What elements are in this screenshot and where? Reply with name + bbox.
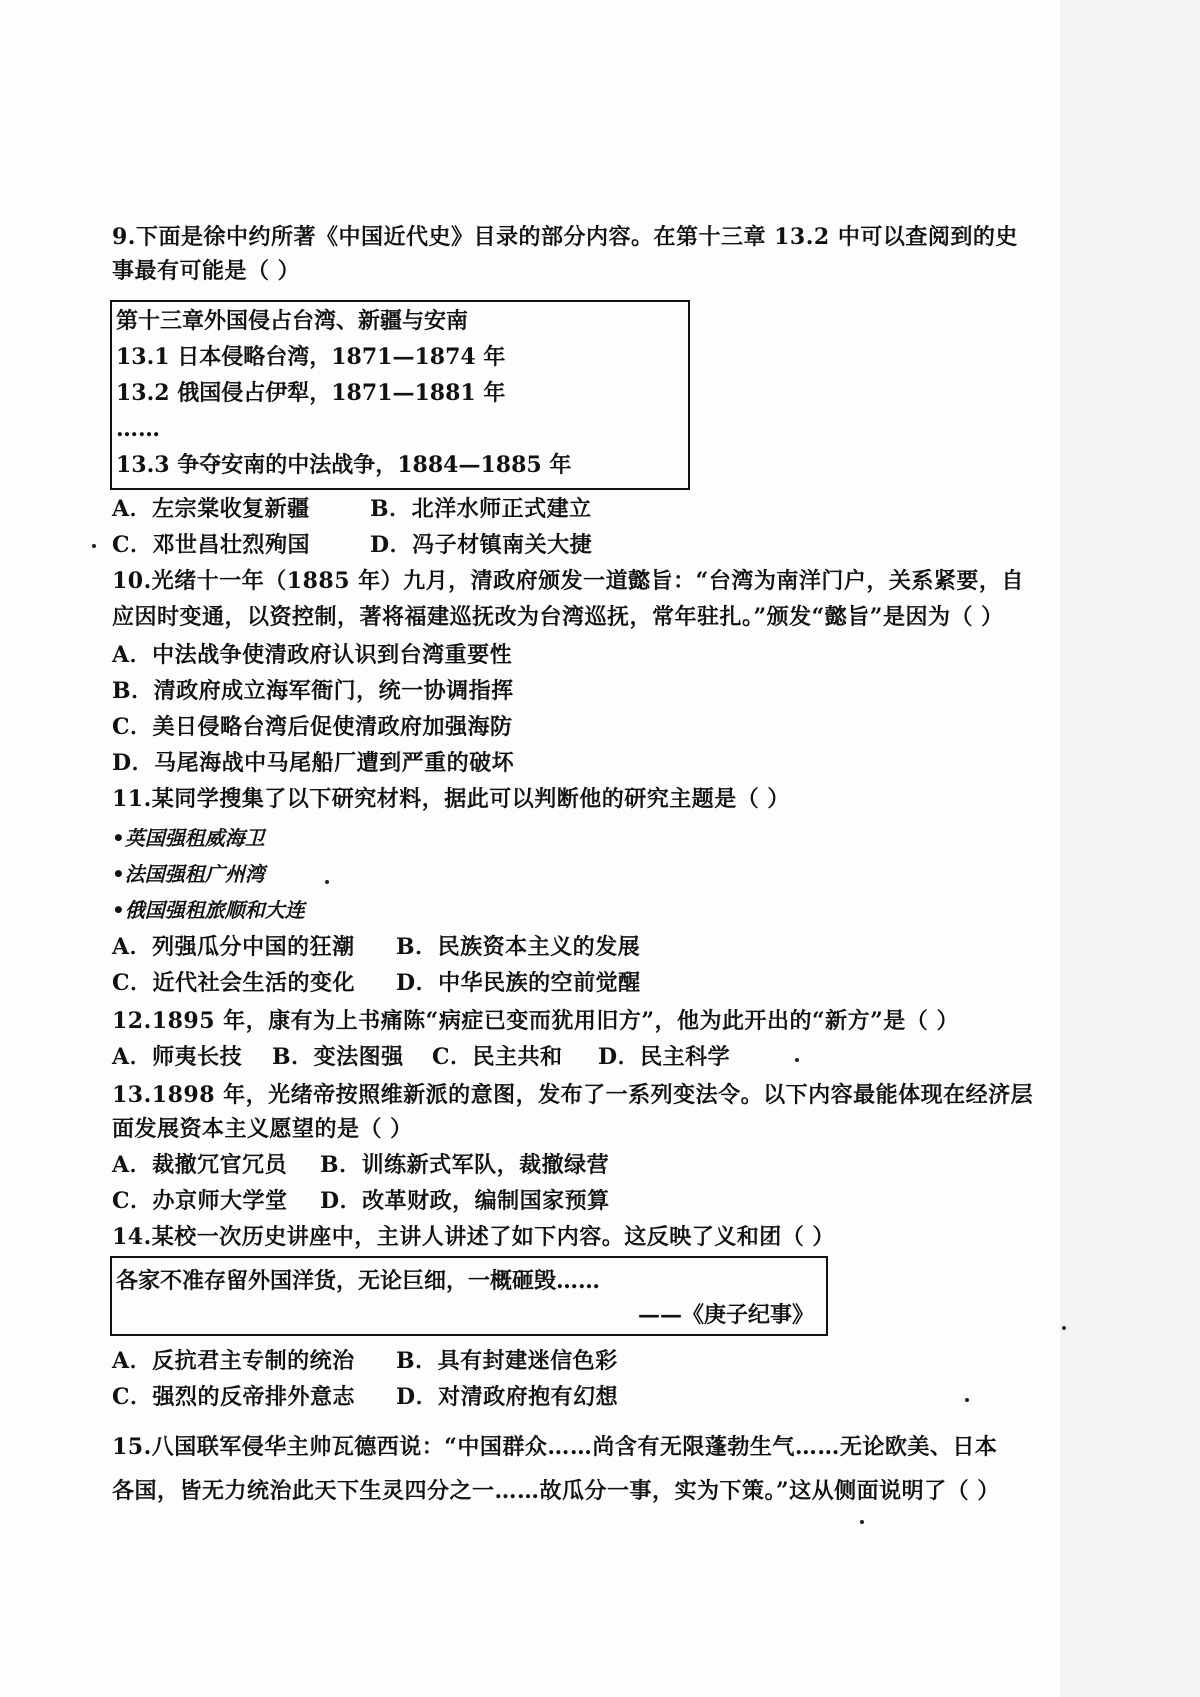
q14-quote: 各家不准存留外国洋货，无论巨细，一概砸毁…… [116, 1268, 601, 1294]
q10-stem-line1: 10.光绪十一年（1885 年）九月，清政府颁发一道懿旨：“台湾为南洋门户，关系紧要，自 [112, 568, 1024, 594]
q14-option-b: B．具有封建迷信色彩 [396, 1348, 618, 1374]
scan-speck [965, 1398, 969, 1402]
q12-stem: 12.1895 年，康有为上书痛陈“病症已变而犹用旧方”，他为此开出的“新方”是（ ） [112, 1008, 959, 1034]
q11-material-item: •英国强租威海卫 [112, 826, 265, 850]
q14-quote-box [110, 1256, 828, 1336]
scan-speck [1062, 1326, 1066, 1330]
q14-option-c: C．强烈的反帝排外意志 [112, 1384, 356, 1410]
scan-speck [795, 1058, 799, 1062]
q14-option-d: D．对清政府抱有幻想 [396, 1384, 619, 1410]
q11-material-item: •俄国强租旅顺和大连 [112, 898, 305, 922]
q9-contents-box [110, 300, 690, 490]
q11-material-item: •法国强租广州湾 [112, 862, 265, 886]
q11-stem: 11.某同学搜集了以下研究材料，据此可以判断他的研究主题是（ ） [112, 786, 790, 812]
q9-box-line: 13.2 俄国侵占伊犁，1871—1881 年 [116, 380, 506, 406]
q9-box-line: 第十三章外国侵占台湾、新疆与安南 [116, 308, 469, 334]
q9-option-b: B．北洋水师正式建立 [370, 496, 592, 522]
q9-stem-line2: 事最有可能是（ ） [112, 258, 301, 284]
q9-option-a: A．左宗棠收复新疆 [112, 496, 310, 522]
q10-stem-line2: 应因时变通，以资控制，著将福建巡抚改为台湾巡抚，常年驻扎。”颁发“懿旨”是因为（ ） [112, 604, 1004, 630]
q9-box-line: 13.1 日本侵略台湾，1871—1874 年 [116, 344, 506, 370]
q9-option-c: C．邓世昌壮烈殉国 [112, 532, 311, 558]
q12-option-b: B．变法图强 [272, 1044, 404, 1070]
q9-stem-line1: 9.下面是徐中约所著《中国近代史》目录的部分内容。在第十三章 13.2 中可以查阅到的史 [112, 224, 1018, 250]
q13-option-b: B．训练新式军队，裁撤绿营 [320, 1152, 610, 1178]
q12-option-a: A．师夷长技 [112, 1044, 243, 1070]
q14-option-a: A．反抗君主专制的统治 [112, 1348, 355, 1374]
q13-stem-line2: 面发展资本主义愿望的是（ ） [112, 1116, 413, 1142]
q11-option-b: B．民族资本主义的发展 [396, 934, 641, 960]
q12-option-d: D．民主科学 [598, 1044, 731, 1070]
q11-option-a: A．列强瓜分中国的狂潮 [112, 934, 355, 960]
q13-option-d: D．改革财政，编制国家预算 [320, 1188, 610, 1214]
q11-option-d: D．中华民族的空前觉醒 [396, 970, 641, 996]
q11-option-c: C．近代社会生活的变化 [112, 970, 356, 996]
q13-option-c: C．办京师大学堂 [112, 1188, 288, 1214]
q15-stem-line1: 15.八国联军侵华主帅瓦德西说：“中国群众……尚含有无限蓬勃生气……无论欧美、日本 [112, 1434, 998, 1460]
q13-stem-line1: 13.1898 年，光绪帝按照维新派的意图，发布了一系列变法令。以下内容最能体现在经济层 [112, 1082, 1034, 1108]
scan-shadow [1060, 0, 1200, 1697]
q9-box-line: 13.3 争夺安南的中法战争，1884—1885 年 [116, 452, 572, 478]
q10-option-b: B．清政府成立海军衙门，统一协调指挥 [112, 678, 514, 704]
q9-box-line: …… [116, 416, 160, 442]
q14-quote-source: ——《庚子纪事》 [637, 1302, 814, 1328]
scan-speck [92, 544, 96, 548]
q12-option-c: C．民主共和 [432, 1044, 563, 1070]
q9-option-d: D．冯子材镇南关大捷 [370, 532, 593, 558]
scan-speck [325, 880, 329, 884]
q15-stem-line2: 各国，皆无力统治此天下生灵四分之一……故瓜分一事，实为下策。”这从侧面说明了（ ） [112, 1478, 1000, 1504]
q10-option-d: D．马尾海战中马尾船厂遭到严重的破坏 [112, 750, 515, 776]
q13-option-a: A．裁撤冗官冗员 [112, 1152, 288, 1178]
scan-speck [860, 1520, 864, 1524]
q14-stem: 14.某校一次历史讲座中，主讲人讲述了如下内容。这反映了义和团（ ） [112, 1224, 835, 1250]
q10-option-a: A．中法战争使清政府认识到台湾重要性 [112, 642, 513, 668]
q10-option-c: C．美日侵略台湾后促使清政府加强海防 [112, 714, 513, 740]
